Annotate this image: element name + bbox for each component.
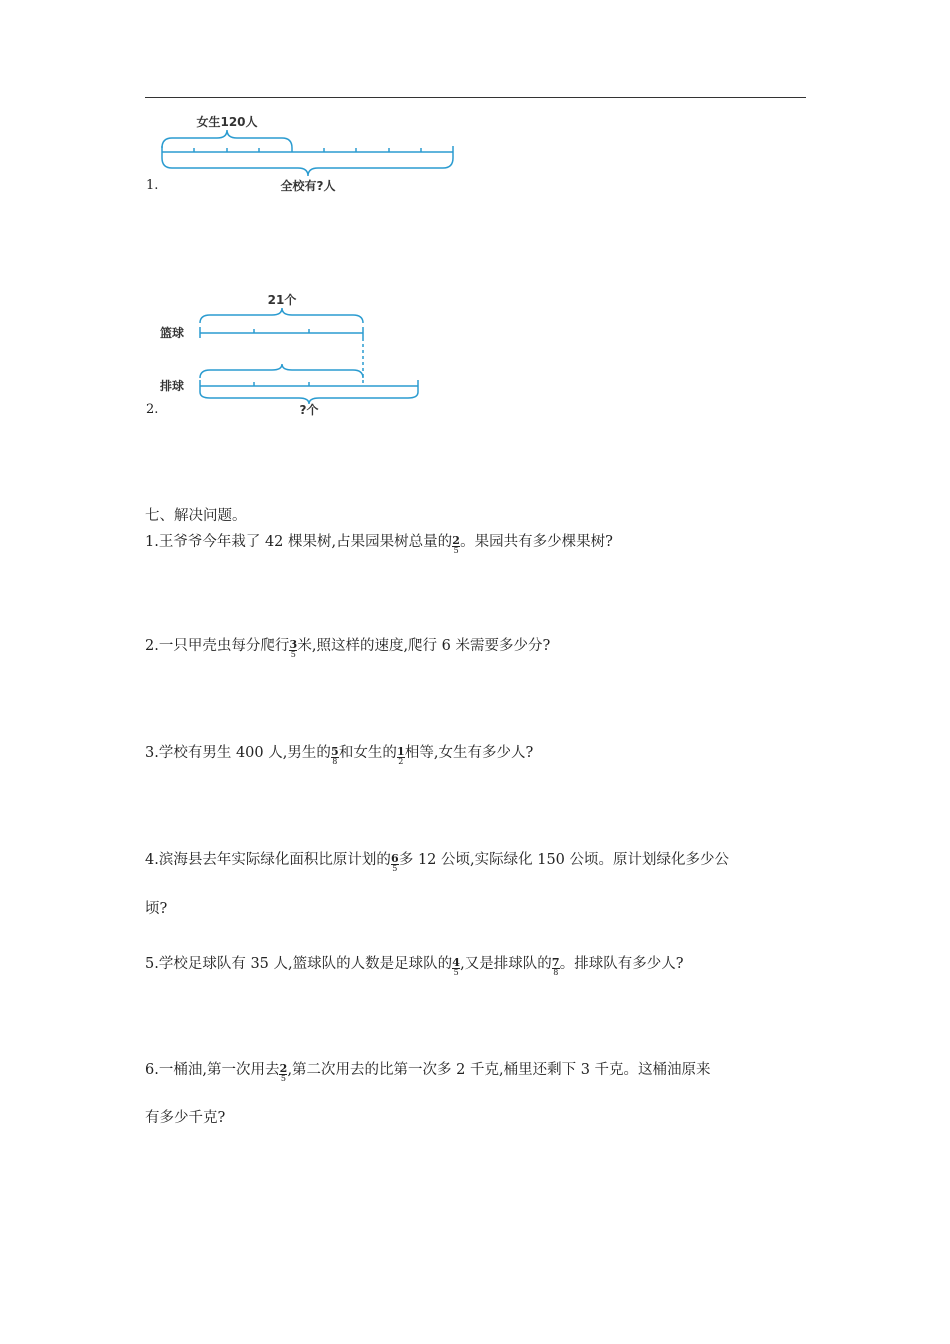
top-brace: [162, 130, 292, 148]
diagram-balls: [150, 290, 430, 420]
bottom-label: ?个: [299, 403, 319, 417]
fraction: $\frac{7}{8}$: [551, 956, 560, 977]
fraction: $\frac{1}{2}$: [397, 745, 405, 766]
top-label: 21个: [267, 293, 297, 307]
problem-2: 2.一只甲壳虫每分爬行 $\frac{3}{5}$ 米,照这样的速度,爬行 6 米需要多少分?: [145, 638, 551, 659]
top-label: 女生120人: [196, 115, 258, 129]
fraction: $\frac{2}{5}$: [452, 534, 460, 555]
diagram2-number: 2.: [146, 402, 159, 417]
fraction: $\frac{4}{5}$: [452, 956, 460, 977]
problem-3: 3.学校有男生 400 人,男生的 $\frac{5}{8}$ 和女生的 $\frac{1}{2}$ 相等,女生有多少人?: [145, 745, 534, 766]
diagram1-number: 1.: [146, 178, 159, 193]
problem-5: 5.学校足球队有 35 人,篮球队的人数是足球队的 $\frac{4}{5}$ ,又是排球队的 $\frac{7}{8}$ 。排球队有多少人?: [145, 956, 684, 977]
row2-label: 排球: [160, 379, 185, 393]
row1-label: 篮球: [160, 326, 185, 340]
section-title: 七、解决问题。: [145, 508, 247, 524]
fraction: $\frac{6}{5}$: [391, 852, 399, 873]
problem-6: 6.一桶油,第一次用去 $\frac{2}{5}$ ,第二次用去的比第一次多 2 千克,桶里还剩下 3 千克。这桶油原来: [145, 1062, 711, 1083]
fraction: $\frac{3}{5}$: [289, 638, 298, 659]
header-rule: [145, 97, 806, 98]
bottom-brace: [162, 158, 453, 176]
fraction: $\frac{2}{5}$: [279, 1062, 288, 1083]
problem-4: 4.滨海县去年实际绿化面积比原计划的 $\frac{6}{5}$ 多 12 公顷,实际绿化 150 公顷。原计划绿化多少公: [145, 852, 730, 873]
diagram-school-line: [150, 108, 470, 198]
problem-1: 1.王爷爷今年栽了 42 棵果树,占果园果树总量的 $\frac{2}{5}$ 。果园共有多少棵果树?: [145, 534, 613, 555]
problem-6-line2: 有多少千克?: [145, 1110, 226, 1126]
fraction: $\frac{5}{8}$: [331, 745, 339, 766]
bottom-label: 全校有?人: [280, 179, 336, 193]
problem-4-line2: 顷?: [145, 901, 168, 917]
